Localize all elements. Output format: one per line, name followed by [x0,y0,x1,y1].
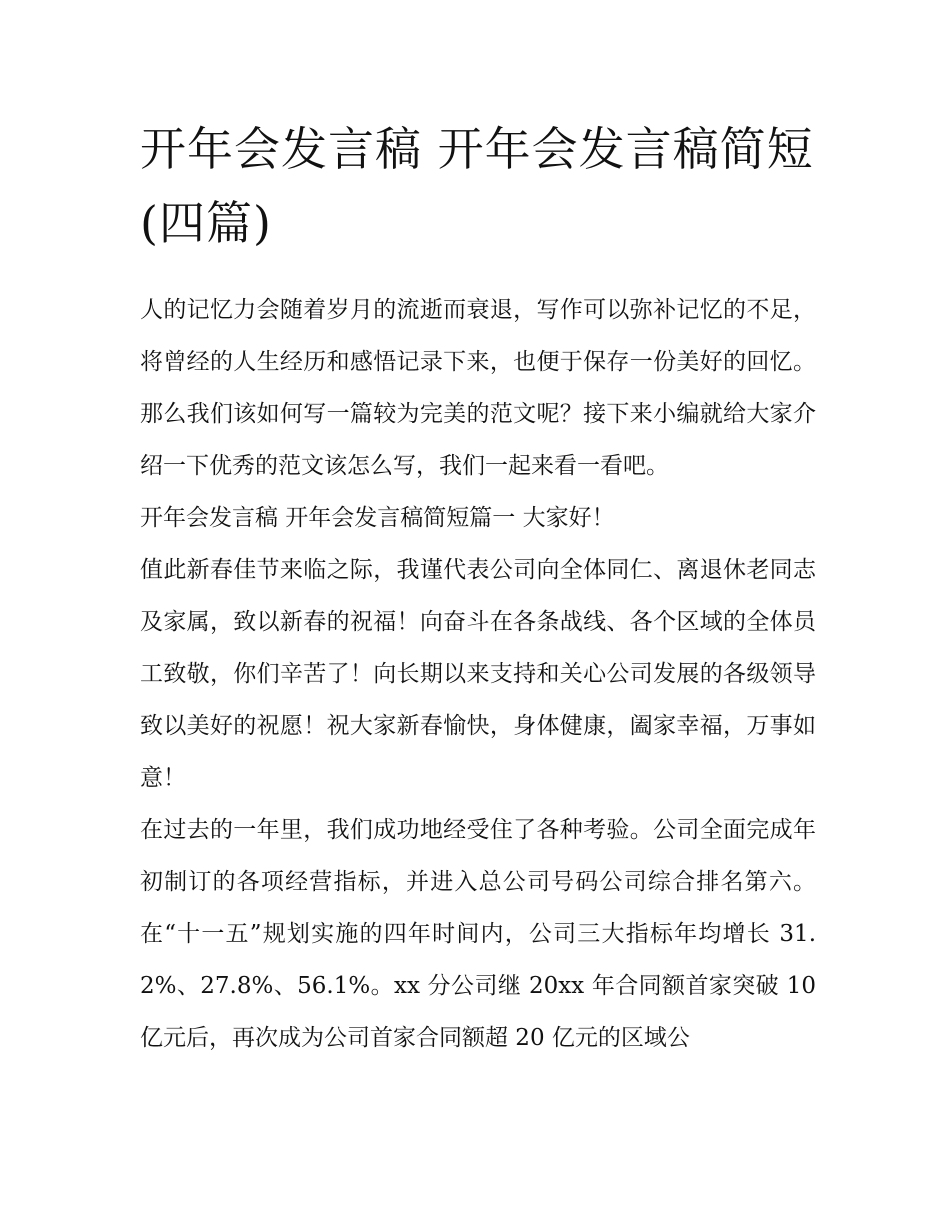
paragraph-intro: 人的记忆力会随着岁月的流逝而衰退，写作可以弥补记忆的不足，将曾经的人生经历和感悟记录下来，也便于保存一份美好的回忆。那么我们该如何写一篇较为完美的范文呢？接下来小编就给大家介绍一下优秀的范文该怎么写，我们一起来看一看吧。 [140,297,816,479]
document-page [140,112,816,1064]
document-title: 开年会发言稿 开年会发言稿简短(四篇) [140,122,814,250]
paragraph-greeting: 值此新春佳节来临之际，我谨代表公司向全体同仁、离退休老同志及家属，致以新春的祝福！向奋斗在各条战线、各个区域的全体员工致敬，你们辛苦了！向长期以来支持和关心公司发展的各级领导致以美好的祝愿！祝大家新春愉快，身体健康，阖家幸福，万事如意！ [140,557,816,791]
document-body [140,284,816,1064]
paragraph-section-heading: 开年会发言稿 开年会发言稿简短篇一 大家好！ [140,505,615,531]
paragraph-review: 在过去的一年里，我们成功地经受住了各种考验。公司全面完成年初制订的各项经营指标，并进入总公司号码公司综合排名第六。在“十一五”规划实施的四年时间内，公司三大指标年均增长 31.2%、27.8%、56.1%。xx 分公司继 20xx 年合同额首家突破 10 亿元后，再次成为公司首家合同额超 20 亿元的区域公 [140,817,816,1051]
